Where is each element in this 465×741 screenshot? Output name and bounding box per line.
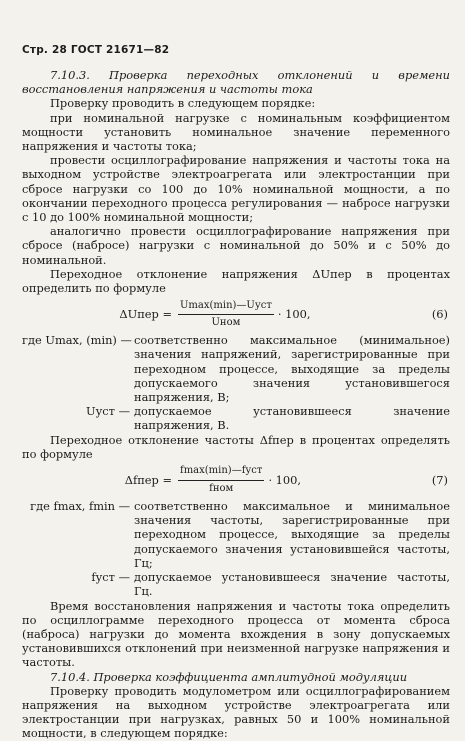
definition-row [22, 333, 450, 404]
paragraph: при номинальной нагрузке с номинальным коэффициентом мощности установить номинальное значение переменного напряжения и частоты тока; [22, 110, 450, 154]
fraction-numerator: fmax(min)—fуст [178, 464, 264, 480]
paragraph: Проверку проводить модулометром или осциллографированием напряжения на выходном устройстве электроагрегата или электростанции при нагрузках, равных 50 и 100% номинальной мощности, в следующем порядке: [22, 683, 450, 741]
definition-row [22, 570, 450, 598]
fraction-denominator: fном [209, 482, 234, 494]
definition-symbol: Uуст — [86, 404, 130, 419]
formula-6 [22, 298, 450, 330]
paragraph: Проверку проводить в следующем порядке: [50, 96, 316, 111]
formula-lhs: Δfпер = [124, 472, 172, 487]
definition-row [22, 404, 450, 432]
formula-fraction [178, 299, 274, 330]
paragraph: провести осциллографирование напряжения и частоты тока на выходном устройстве электроагрегата или электростанции при сбросе нагрузки со 100 до 10% номинальной мощности, а по окончании переходного процесса регулирования — набросе нагрузки с 10 до 100% номинальной мощности; [22, 153, 450, 225]
formula-multiplier: · 100, [268, 472, 302, 487]
fraction-denominator: Uном [211, 316, 241, 328]
fraction-numerator: Umax(min)—Uуст [178, 299, 274, 315]
formula-lhs: ΔUпер = [119, 307, 172, 322]
formula-multiplier: · 100, [277, 307, 311, 322]
definition-symbol: где Umax, (min) — [22, 333, 132, 348]
formula-fraction [178, 464, 264, 495]
paragraph: Переходное отклонение частоты Δfпер в процентах определять по формуле [22, 432, 450, 461]
section-title-7-10-3: 7.10.3. Проверка переходных отклонений и времени восстановления напряжения и частоты тока [22, 68, 450, 97]
formula-number: (7) [431, 472, 448, 487]
page-header: Стр. 28 ГОСТ 21671—82 [22, 44, 170, 56]
definition-text: соответственно максимальное (минимальное) значения напряжений, зарегистрированные при переходном процессе, выходящие за пределы допускаемого значения установившегося напряжения, В; [134, 333, 450, 405]
definition-symbol: fуст — [91, 570, 130, 585]
definition-text: допускаемое установившееся значение напряжения, В. [134, 404, 450, 433]
document-body [22, 68, 450, 741]
paragraph: Переходное отклонение напряжения ΔUпер в процентах определить по формуле [22, 266, 450, 296]
definition-symbol: где fmax, fmin — [30, 499, 130, 514]
paragraph: аналогично провести осциллографирование напряжения при сбросе (набросе) нагрузки с номинальной до 50% и с 50% до номинальной. [22, 224, 450, 267]
paragraph: Время восстановления напряжения и частоты тока определить по осциллограмме переходного процесса от момента сброса (наброса) нагрузки до момента вхождения в зону допускаемых установившихся отклонений при неизменной нагрузке напряжения и частоты. [22, 598, 450, 670]
formula-number: (6) [431, 307, 448, 322]
definition-row [22, 499, 450, 570]
definition-text: соответственно максимальное и минимальное значения частоты, зарегистрированные при переходном процессе, выходящие за пределы допускаемого значения установившейся частоты, Гц; [134, 499, 450, 570]
section-title-7-10-4: 7.10.4. Проверка коэффициента амплитудной модуляции [50, 669, 408, 684]
formula-7 [22, 464, 450, 496]
definition-text: допускаемое установившееся значение частоты, Гц. [134, 570, 450, 599]
